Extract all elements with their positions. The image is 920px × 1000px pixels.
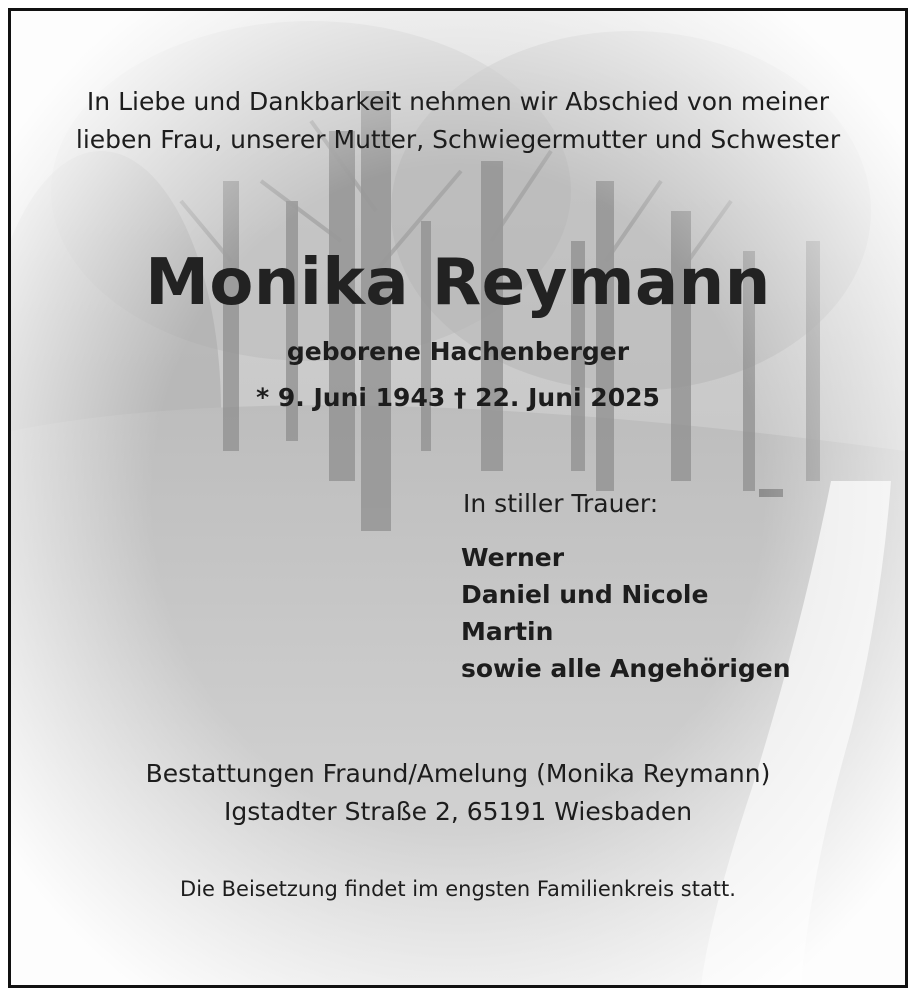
birth-name: geborene Hachenberger bbox=[286, 337, 630, 366]
mourners-heading: In stiller Trauer: bbox=[463, 489, 659, 518]
mourners-list bbox=[461, 539, 791, 687]
life-dates: * 9. Juni 1943 † 22. Juni 2025 bbox=[256, 383, 660, 412]
mourner-name: Werner bbox=[461, 543, 565, 572]
obituary-frame bbox=[8, 8, 908, 988]
undertaker-info bbox=[11, 755, 905, 831]
mourner-name: Martin bbox=[461, 617, 554, 646]
burial-note: Die Beisetzung findet im engsten Familienkreis statt. bbox=[180, 877, 736, 901]
undertaker-address: Igstadter Straße 2, 65191 Wiesbaden bbox=[223, 797, 693, 826]
mourner-name: sowie alle Angehörigen bbox=[461, 654, 791, 683]
intro-line-1: In Liebe und Dankbarkeit nehmen wir Abschied von meiner bbox=[86, 87, 830, 116]
mourner-name: Daniel und Nicole bbox=[461, 580, 709, 609]
undertaker-line-1: Bestattungen Fraund/Amelung (Monika Reymann) bbox=[145, 759, 771, 788]
intro-line-2: lieben Frau, unserer Mutter, Schwiegermutter und Schwester bbox=[75, 125, 841, 154]
deceased-name: Monika Reymann bbox=[145, 246, 771, 320]
intro-text bbox=[11, 83, 905, 159]
